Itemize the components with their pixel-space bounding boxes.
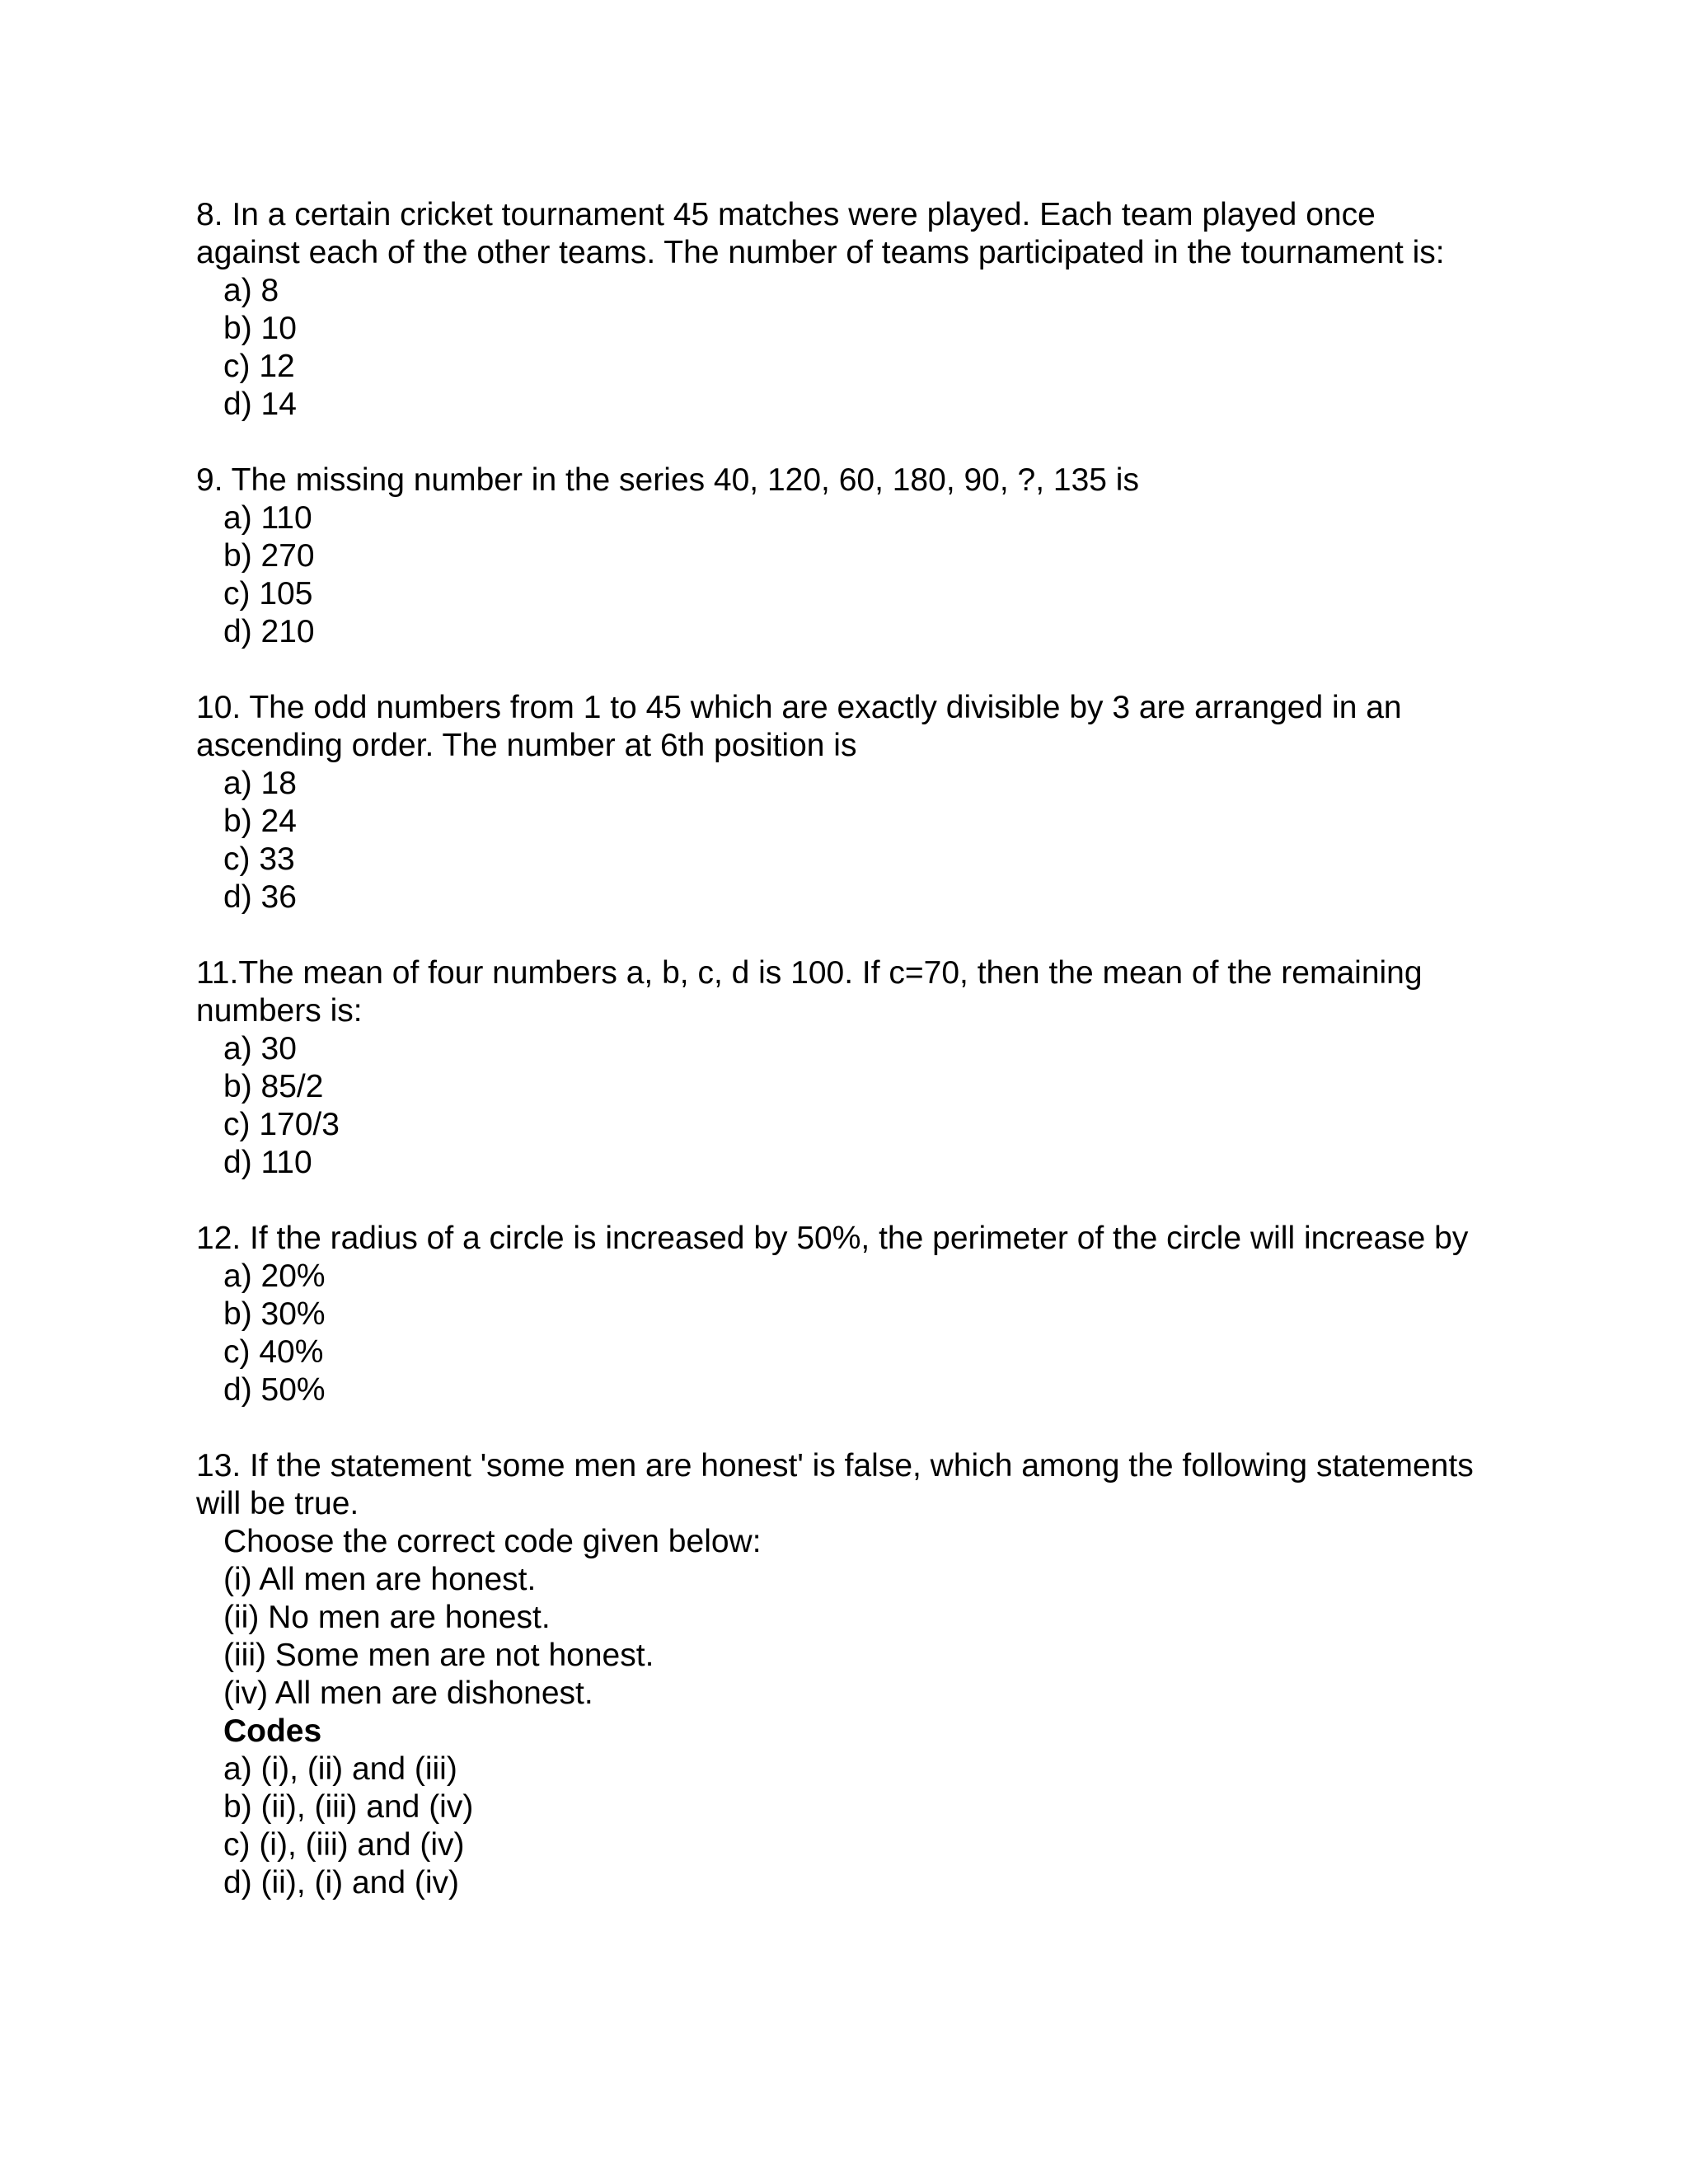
question-9 [196, 462, 1482, 651]
option-b: b) 270 [223, 538, 315, 574]
option-d: d) 50% [223, 1372, 326, 1408]
option-c: c) 40% [223, 1334, 324, 1370]
question-11 [196, 954, 1482, 1182]
question-10 [196, 689, 1482, 916]
option-a: a) 30 [223, 1031, 297, 1066]
option-list [196, 499, 1482, 651]
question-text: 10. The odd numbers from 1 to 45 which are exactly divisible by 3 are arranged in an ascending order. The number at 6th position is [196, 690, 1402, 763]
option-b: b) 10 [223, 311, 297, 346]
option-c: c) 33 [223, 841, 295, 877]
option-d: d) 210 [223, 614, 315, 649]
option-list [196, 272, 1482, 424]
option-a: a) 20% [223, 1258, 326, 1294]
option-d: d) 110 [223, 1145, 312, 1180]
question-12 [196, 1220, 1482, 1409]
option-b: b) 85/2 [223, 1069, 324, 1104]
option-b: b) 24 [223, 804, 297, 839]
statement-iii: (iii) Some men are not honest. [223, 1638, 654, 1673]
statement-ii: (ii) No men are honest. [223, 1600, 551, 1635]
question-text: 12. If the radius of a circle is increased by 50%, the perimeter of the circle will increase by [196, 1221, 1469, 1256]
option-c: c) 170/3 [223, 1107, 340, 1142]
option-list [196, 765, 1482, 916]
statement-i: (i) All men are honest. [223, 1562, 537, 1597]
statement-list [196, 1561, 1482, 1713]
codes-heading: Codes [223, 1713, 322, 1749]
option-c: c) 105 [223, 576, 313, 612]
option-c: c) (i), (iii) and (iv) [223, 1827, 465, 1863]
option-d: d) (ii), (i) and (iv) [223, 1865, 460, 1900]
question-text: 13. If the statement 'some men are honest' is false, which among the following statements will be true. [196, 1448, 1474, 1521]
question-list [196, 196, 1482, 1940]
option-list [196, 1258, 1482, 1409]
question-8 [196, 196, 1482, 424]
question-text: 11.The mean of four numbers a, b, c, d is 100. If c=70, then the mean of the remaining numbers is: [196, 955, 1423, 1029]
option-list [196, 1750, 1482, 1902]
option-b: b) (ii), (iii) and (iv) [223, 1789, 474, 1825]
option-d: d) 36 [223, 879, 297, 915]
question-13 [196, 1447, 1482, 1902]
option-a: a) 110 [223, 500, 312, 536]
option-list [196, 1030, 1482, 1182]
option-a: a) 8 [223, 273, 279, 308]
question-text: 8. In a certain cricket tournament 45 matches were played. Each team played once against each of the other teams. The number of teams participated in the tournament is: [196, 197, 1445, 270]
option-a: a) (i), (ii) and (iii) [223, 1751, 457, 1787]
option-b: b) 30% [223, 1296, 326, 1332]
question-instruction: Choose the correct code given below: [223, 1524, 762, 1559]
option-c: c) 12 [223, 349, 295, 384]
question-text: 9. The missing number in the series 40, 120, 60, 180, 90, ?, 135 is [196, 462, 1139, 498]
statement-iv: (iv) All men are dishonest. [223, 1675, 593, 1711]
option-d: d) 14 [223, 387, 297, 422]
option-a: a) 18 [223, 766, 297, 801]
